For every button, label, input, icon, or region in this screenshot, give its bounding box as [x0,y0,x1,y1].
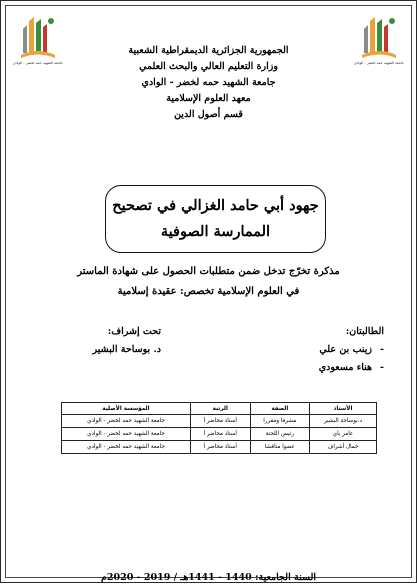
academic-year: السنة الجامعية: 1440 - 1441هـ / 2019 - 2020م [100,572,316,583]
table-row [62,415,377,428]
student-name-row: -هناء مسعودي [318,362,384,373]
jury-cell: عامر باي [309,428,376,441]
thesis-title-box [105,185,326,253]
republic-name: الجمهورية الجزائرية الديمقراطية الشعبية [128,45,289,56]
department-name: قسم أصول الدين [174,109,243,120]
jury-cell: جامعة الشهيد حمه لخضر - الوادي [62,441,191,454]
university-name: جامعة الشهيد حمه لخضر - الوادي [141,77,276,88]
jury-header-rank: الرتبة [190,403,250,415]
logo-caption: جامعة الشهيد حمه لخضر - الوادي [354,61,404,65]
subtitle-line-1: مذكرة تخرّج تدخل ضمن متطلبات الحصول على شهادة الماستر [77,266,340,277]
jury-cell: أستاذ محاضر أ [190,428,250,441]
thesis-title-line-2: الممارسة الصوفية [160,223,271,240]
thesis-subtitle [21,262,396,302]
jury-header-role: الصفة [250,403,309,415]
jury-cell: أستاذ محاضر أ [190,441,250,454]
students-block [254,323,384,377]
university-logo-icon [13,11,63,67]
logo-caption: جامعة الشهيد حمه لخضر - الوادي [13,61,63,65]
student-name: زينب بن علي [319,344,372,355]
student-name-row: -زينب بن علي [319,344,384,355]
university-logo-icon [354,11,404,67]
document-header [61,43,356,123]
jury-cell: جامعة الشهيد حمه لخضر - الوادي [62,428,191,441]
subtitle-line-2: في العلوم الإسلامية تخصص: عقيدة إسلامية [117,286,300,297]
jury-cell: جمال أشراف [309,441,376,454]
jury-cell: د.بوساحة البشير [309,415,376,428]
ministry-name: وزارة التعليم العالي والبحث العلمي [139,61,278,72]
jury-cell: عضوا مناقشا [250,441,309,454]
students-label: الطالبتان: [345,326,384,337]
jury-cell: مشرفا ومقررا [250,415,309,428]
supervisor-block [51,323,161,359]
table-row [62,428,377,441]
jury-header-institution: المؤسسة الأصلية [62,403,191,415]
table-row [62,441,377,454]
supervisor-name: د. بوساحة البشير [92,344,161,355]
supervisor-label: تحت إشراف: [107,326,161,337]
jury-table [61,402,377,454]
student-name: هناء مسعودي [318,362,372,373]
jury-header-professor: الأستاذ [309,403,376,415]
jury-cell: أستاذ محاضر أ [190,415,250,428]
jury-cell: جامعة الشهيد حمه لخضر - الوادي [62,415,191,428]
institute-name: معهد العلوم الإسلامية [166,93,251,104]
thesis-title-line-1: جهود أبي حامد الغزالي في تصحيح [112,197,319,214]
jury-cell: رئيس اللجنة [250,428,309,441]
jury-table-header-row [62,403,377,415]
